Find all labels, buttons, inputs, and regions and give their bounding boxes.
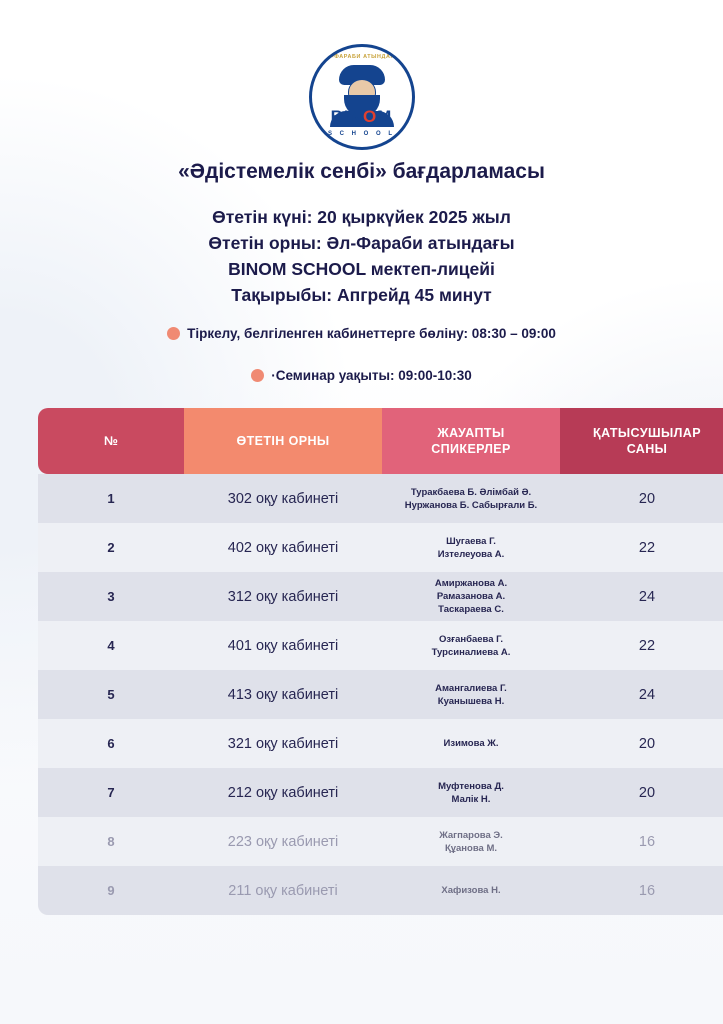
row-count: 16 — [560, 817, 723, 866]
row-speakers — [382, 866, 560, 915]
speaker-line: Нуржанова Б. Сабырғали Б. — [404, 499, 538, 511]
logo-brand-i: I — [343, 107, 350, 126]
row-number: 9 — [38, 866, 184, 915]
row-place: 212 оқу кабинеті — [184, 768, 382, 817]
row-number: 6 — [38, 719, 184, 768]
row-speakers — [382, 621, 560, 670]
row-number: 8 — [38, 817, 184, 866]
table-row — [38, 866, 723, 915]
speaker-line: Амангалиева Г. — [435, 682, 507, 694]
table-body — [38, 474, 723, 915]
column-header-speakers-line1: ЖАУАПТЫ — [437, 426, 505, 440]
table-row — [38, 523, 723, 572]
sessions-table — [38, 408, 723, 915]
table-row — [38, 817, 723, 866]
speaker-line: Құанова М. — [444, 842, 498, 854]
logo-brand-text — [312, 107, 412, 127]
row-count: 20 — [560, 719, 723, 768]
schedule-registration — [0, 326, 723, 341]
table-row — [38, 474, 723, 523]
table-row — [38, 670, 723, 719]
table-row — [38, 768, 723, 817]
speaker-line: Амиржанова А. — [434, 578, 508, 589]
event-detail-venue-1: Өтетін орны: Әл-Фараби атындағы — [208, 233, 515, 253]
row-place: 321 оқу кабинеті — [184, 719, 382, 768]
row-number: 2 — [38, 523, 184, 572]
row-place: 302 оқу кабинеті — [184, 474, 382, 523]
speaker-line: Туракбаева Б. Әлімбай Ә. — [410, 486, 532, 498]
row-speakers — [382, 670, 560, 719]
column-header-speakers — [382, 408, 560, 474]
row-place: 402 оқу кабинеті — [184, 523, 382, 572]
event-detail-date: Өтетін күні: 20 қыркүйек 2025 жыл — [212, 207, 511, 227]
row-speakers — [382, 768, 560, 817]
row-count: 22 — [560, 621, 723, 670]
row-count: 20 — [560, 474, 723, 523]
column-header-count-line1: ҚАТЫСУШЫЛАР — [593, 426, 701, 440]
row-count: 22 — [560, 523, 723, 572]
logo-arc-text: ӘЛ-ФАРАБИ АТЫНДАҒЫ — [322, 54, 401, 60]
logo-circle — [309, 44, 415, 150]
column-header-speakers-line2: СПИКЕРЛЕР — [431, 442, 511, 456]
row-count: 24 — [560, 572, 723, 621]
event-detail-topic: Тақырыбы: Апгрейд 45 минут — [231, 285, 492, 305]
row-place: 413 оқу кабинеті — [184, 670, 382, 719]
logo-brand-n: N — [349, 107, 363, 126]
table-row — [38, 621, 723, 670]
event-detail-venue-2: BINOM SCHOOL мектеп-лицейі — [228, 259, 495, 279]
schedule-seminar-text: ·Семинар уақыты: 09:00-10:30 — [271, 368, 472, 383]
row-speakers — [382, 523, 560, 572]
schedule-registration-text: Тіркелу, белгіленген кабинеттерге бөліну: 08:30 – 09:00 — [187, 326, 556, 341]
row-count: 24 — [560, 670, 723, 719]
speaker-line: Хафизова Н. — [441, 885, 501, 896]
speaker-line: Изтелеуова А. — [437, 548, 505, 560]
speaker-line: Озғанбаева Г. — [439, 633, 503, 645]
speaker-line: Рамазанова А. — [436, 591, 506, 602]
speaker-line: Куанышева Н. — [437, 695, 505, 707]
speaker-line: Жагпарова Э. — [439, 829, 503, 841]
page-title: «Әдістемелік сенбі» бағдарламасы — [178, 160, 545, 183]
table-header-row — [38, 408, 723, 474]
speaker-line: Турсиналиева А. — [431, 646, 511, 658]
row-count: 20 — [560, 768, 723, 817]
speaker-line: Шугаева Г. — [446, 535, 496, 547]
row-speakers — [382, 719, 560, 768]
row-number: 5 — [38, 670, 184, 719]
row-number: 3 — [38, 572, 184, 621]
school-logo — [309, 44, 415, 150]
row-number: 4 — [38, 621, 184, 670]
row-speakers — [382, 572, 560, 621]
row-place: 401 оқу кабинеті — [184, 621, 382, 670]
row-number: 7 — [38, 768, 184, 817]
row-count: 16 — [560, 866, 723, 915]
speaker-line: Изимова Ж. — [443, 738, 499, 749]
logo-brand-b: B — [330, 107, 344, 126]
table-header — [38, 408, 723, 474]
schedule-seminar — [0, 368, 723, 383]
logo-brand-m: M — [377, 107, 393, 126]
table-row — [38, 572, 723, 621]
column-header-place: ӨТЕТІН ОРНЫ — [184, 408, 382, 474]
row-place: 211 оқу кабинеті — [184, 866, 382, 915]
event-details — [0, 204, 723, 308]
table-row — [38, 719, 723, 768]
speaker-line: Муфтенова Д. — [438, 780, 504, 792]
bullet-dot-icon — [251, 369, 264, 382]
speaker-line: Таскараева С. — [438, 604, 504, 615]
logo-brand-o: O — [362, 107, 378, 126]
speaker-line: Малік Н. — [451, 793, 491, 805]
column-header-count-line2: САНЫ — [626, 442, 668, 456]
row-place: 312 оқу кабинеті — [184, 572, 382, 621]
row-number: 1 — [38, 474, 184, 523]
row-place: 223 оқу кабинеті — [184, 817, 382, 866]
column-header-number: № — [38, 408, 184, 474]
bullet-dot-icon — [167, 327, 180, 340]
row-speakers — [382, 817, 560, 866]
row-speakers — [382, 474, 560, 523]
column-header-count — [560, 408, 723, 474]
logo-school-text: S C H O O L — [327, 131, 395, 137]
